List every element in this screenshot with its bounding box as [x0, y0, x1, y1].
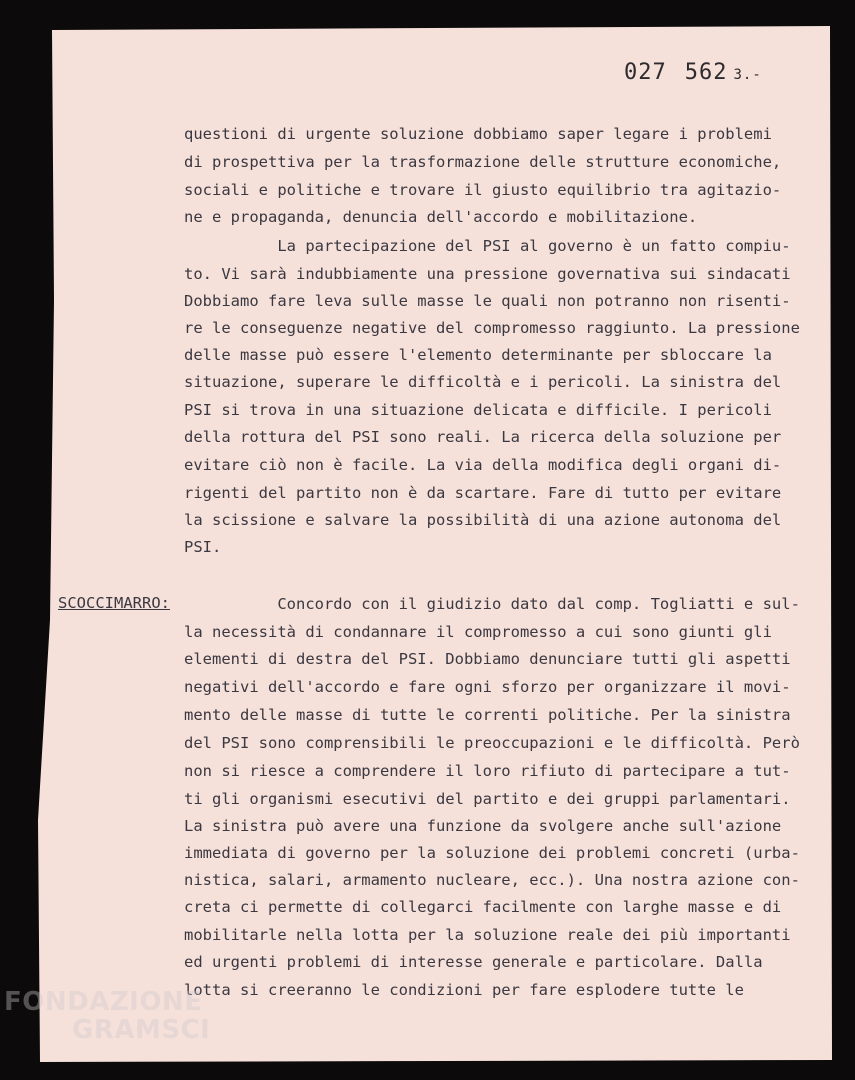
- text-line: immediata di governo per la soluzione dei problemi concreti (urba-: [184, 844, 800, 862]
- text-line: la scissione e salvare la possibilità di una azione autonoma del: [184, 511, 782, 529]
- text-line: la necessità di condannare il compromesso a cui sono giunti gli: [184, 623, 772, 641]
- text-line: mento delle masse di tutte le correnti politiche. Per la sinistra: [184, 706, 791, 724]
- text-line: situazione, superare le difficoltà e i pericoli. La sinistra del: [184, 373, 782, 391]
- text-line: Concordo con il giudizio dato dal comp. Togliatti e sul-: [184, 595, 800, 613]
- text-line: to. Vi sarà indubbiamente una pressione governativa sui sindacati: [184, 265, 791, 283]
- text-line: delle masse può essere l'elemento determinante per sbloccare la: [184, 346, 772, 364]
- watermark-line1: FONDAZIONE: [4, 987, 203, 1017]
- text-line: re le conseguenze negative del compromesso raggiunto. La pressione: [184, 319, 800, 337]
- text-line: questioni di urgente soluzione dobbiamo saper legare i problemi: [184, 125, 772, 143]
- text-line: ed urgenti problemi di interesse generale e particolare. Dalla: [184, 953, 763, 971]
- text-line: lotta si creeranno le condizioni per fare esplodere tutte le: [184, 981, 744, 999]
- text-line: mobilitarle nella lotta per la soluzione reale dei più importanti: [184, 926, 791, 944]
- text-line: elementi di destra del PSI. Dobbiamo denunciare tutti gli aspetti: [184, 650, 791, 668]
- text-line: La sinistra può avere una funzione da svolgere anche sull'azione: [184, 817, 782, 835]
- text-line: della rottura del PSI sono reali. La ricerca della soluzione per: [184, 428, 782, 446]
- text-line: ne e propaganda, denuncia dell'accordo e mobilitazione.: [184, 208, 698, 226]
- archive-number-part1: 027: [624, 60, 667, 85]
- text-line: creta ci permette di collegarci facilmente con larghe masse e di: [184, 898, 782, 916]
- text-line: del PSI sono comprensibili le preoccupazioni e le difficoltà. Però: [184, 734, 800, 752]
- archive-number-part2: 562: [684, 60, 728, 85]
- text-line: rigenti del partito non è da scartare. Fare di tutto per evitare: [184, 484, 782, 502]
- watermark-line2: GRAMSCI: [72, 1015, 211, 1045]
- text-line: La partecipazione del PSI al governo è un fatto compiu-: [184, 237, 791, 255]
- text-line: di prospettiva per la trasformazione delle strutture economiche,: [184, 153, 782, 171]
- text-line: nistica, salari, armamento nucleare, ecc.). Una nostra azione con-: [184, 871, 800, 889]
- text-line: sociali e politiche e trovare il giusto equilibrio tra agitazio-: [184, 181, 782, 199]
- text-line: ti gli organismi esecutivi del partito e dei gruppi parlamentari.: [184, 790, 791, 808]
- text-line: PSI si trova in una situazione delicata e difficile. I pericoli: [184, 401, 772, 419]
- text-line: evitare ciò non è facile. La via della modifica degli organi di-: [184, 456, 782, 474]
- archive-number: [624, 60, 762, 85]
- text-line: negativi dell'accordo e fare ogni sforzo per organizzare il movi-: [184, 678, 791, 696]
- page-number: 3.-: [733, 67, 762, 83]
- text-line: PSI.: [184, 538, 222, 556]
- speaker-name: SCOCCIMARRO:: [58, 594, 170, 612]
- text-line: non si riesce a comprendere il loro rifiuto di partecipare a tut-: [184, 762, 791, 780]
- foundation-watermark-logo: [4, 988, 210, 1044]
- text-line: Dobbiamo fare leva sulle masse le quali non potranno non risenti-: [184, 292, 791, 310]
